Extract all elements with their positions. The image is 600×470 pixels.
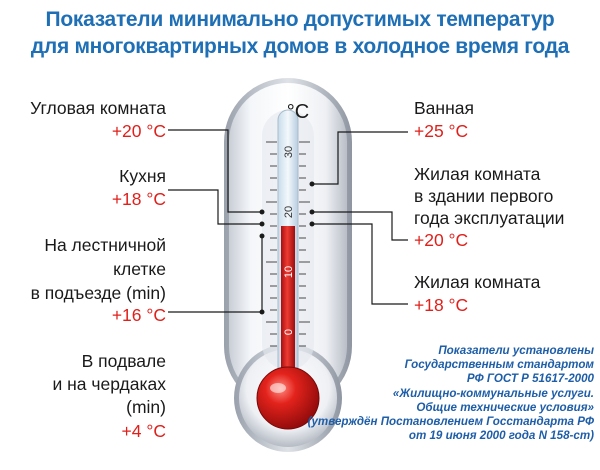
tick-label-30: 30 xyxy=(283,145,295,159)
label-bathroom xyxy=(414,98,474,119)
note-line-7: от 19 июня 2000 года N 158-ст) xyxy=(408,429,594,443)
label-living-room-new xyxy=(414,163,564,229)
label-basement xyxy=(52,350,166,419)
note-line-4: «Жилищно-коммунальные услуги. xyxy=(392,386,594,400)
label-basement-line-2: и на чердаках xyxy=(52,374,166,394)
label-stairwell-line-1: На лестничной xyxy=(44,235,166,255)
label-stairwell-line-2: клетке xyxy=(113,259,166,279)
label-basement-line-3: (min) xyxy=(126,397,166,417)
label-living-room-new-line-1: Жилая комната xyxy=(414,164,541,184)
label-corner-room-text: Угловая комната xyxy=(30,98,166,118)
note-line-1: Показатели установлены xyxy=(438,344,594,357)
label-living-room xyxy=(414,272,540,293)
label-living-room-new-line-2: в здании первого xyxy=(414,186,554,206)
label-living-room-new-line-3: года эксплуатации xyxy=(414,208,565,228)
label-kitchen xyxy=(119,166,166,187)
value-basement: +4 °C xyxy=(121,421,166,441)
label-basement-line-1: В подвале xyxy=(81,351,166,371)
tick-label-0: 0 xyxy=(283,328,295,336)
title-line-1: Показатели минимально допустимых температур xyxy=(45,8,555,31)
unit-label: °C xyxy=(286,101,310,123)
standard-note xyxy=(294,344,594,443)
label-corner-room xyxy=(30,98,166,119)
title-line-2: для многоквартирных домов в холодное время года xyxy=(30,35,570,58)
note-line-2: Государственным стандартом xyxy=(404,358,594,372)
label-living-room-text: Жилая комната xyxy=(414,272,541,292)
label-stairwell xyxy=(31,233,166,305)
value-bathroom: +25 °C xyxy=(414,121,469,141)
tick-label-10: 10 xyxy=(283,265,295,279)
tick-label-20: 20 xyxy=(283,205,295,219)
value-living-room-new: +20 °C xyxy=(414,230,469,250)
value-kitchen: +18 °C xyxy=(111,189,166,209)
note-line-6: (утверждён Постановлением Госстандарта РФ xyxy=(307,415,594,429)
label-bathroom-text: Ванная xyxy=(414,98,474,118)
label-stairwell-line-3: в подъезде (min) xyxy=(30,283,166,303)
mercury-column xyxy=(281,226,295,386)
value-living-room: +18 °C xyxy=(414,295,469,315)
label-kitchen-text: Кухня xyxy=(119,166,166,186)
value-corner-room: +20 °C xyxy=(111,121,166,141)
note-line-3: РФ ГОСТ Р 51617-2000 xyxy=(466,372,594,386)
note-line-5: Общие технические условия» xyxy=(416,400,594,414)
value-stairwell: +16 °C xyxy=(111,305,166,325)
